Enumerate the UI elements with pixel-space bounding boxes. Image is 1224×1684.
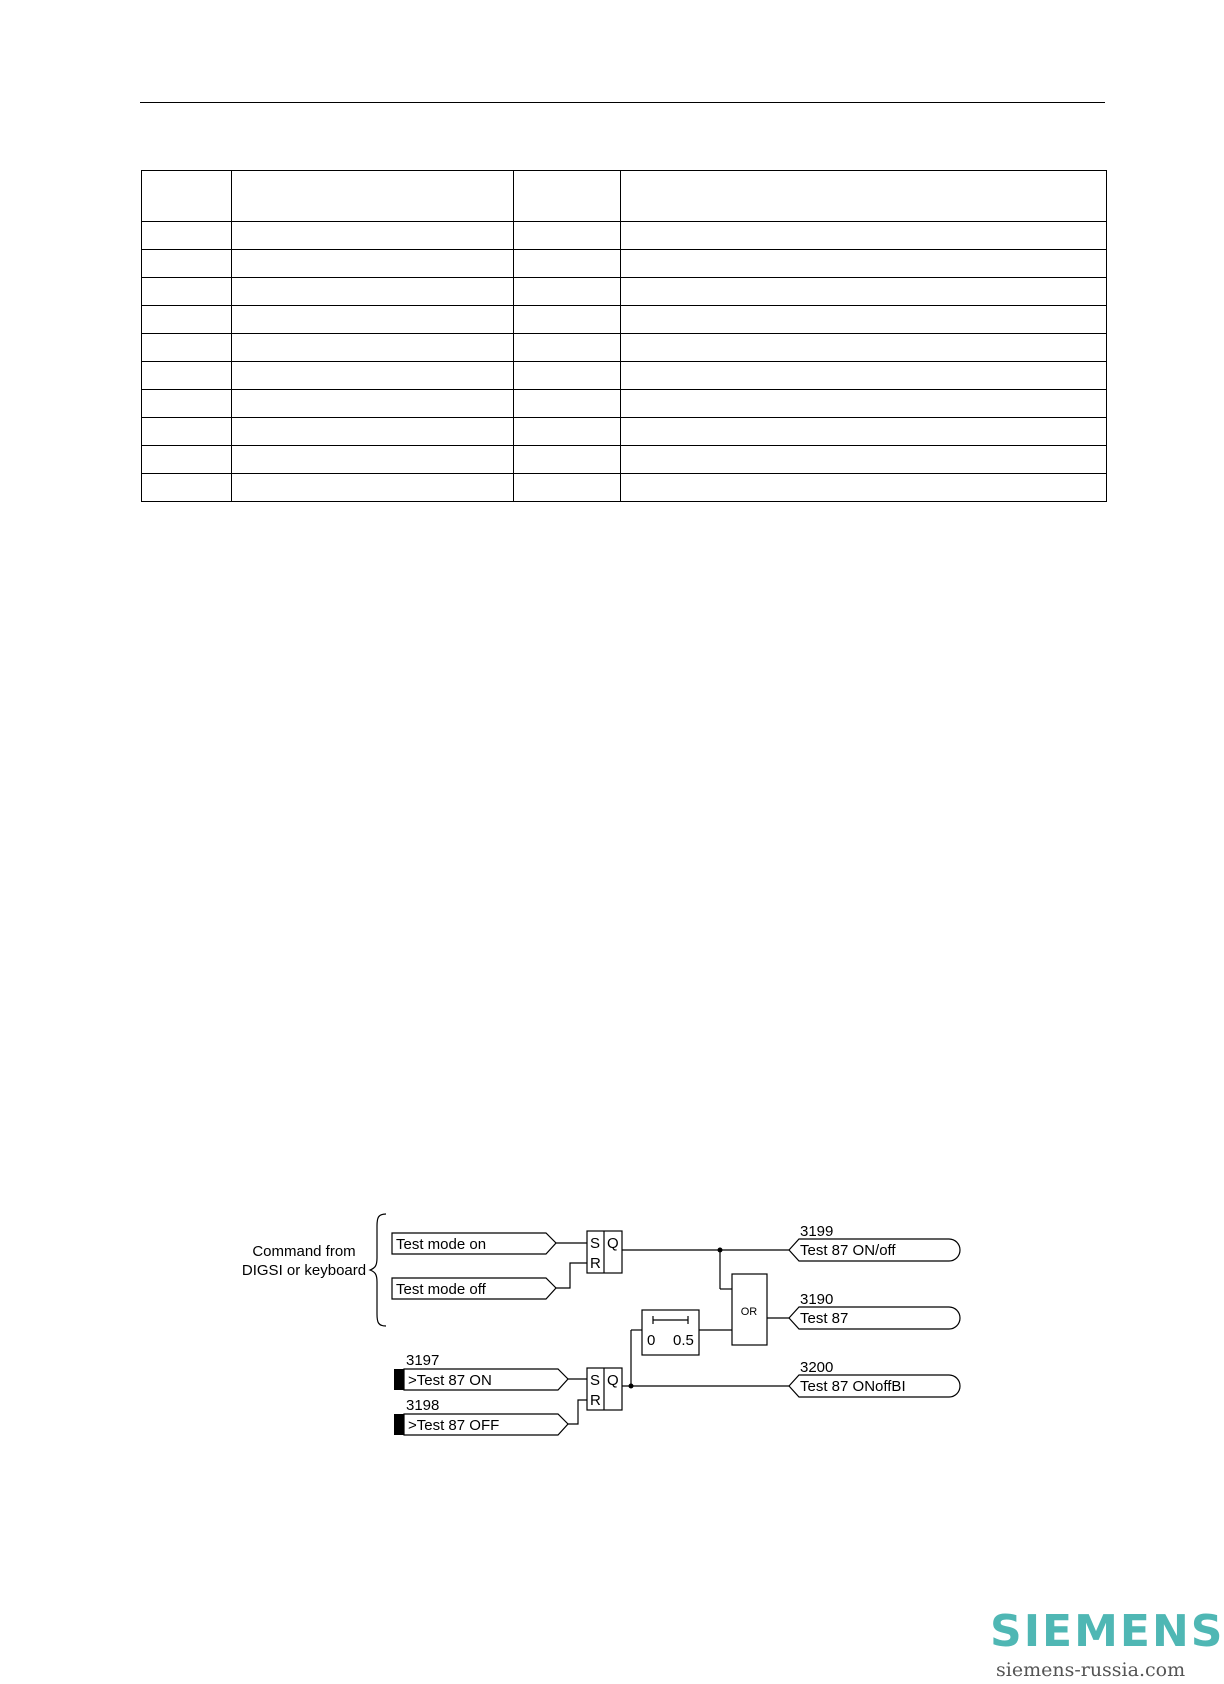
flipflop-2-r: R [590, 1392, 601, 1409]
junction-dot [718, 1248, 723, 1253]
siemens-logo: SIEMENS [990, 1606, 1224, 1657]
flipflop-2-s: S [590, 1372, 601, 1389]
input-3198-number: 3198 [406, 1397, 440, 1414]
output-3199-label: Test 87 ON/off [800, 1242, 896, 1259]
input-3197-label: >Test 87 ON [408, 1372, 492, 1389]
output-3199-number: 3199 [800, 1223, 834, 1240]
watermark-url: siemens-russia.com [996, 1659, 1186, 1681]
flipflop-1-s: S [590, 1235, 601, 1252]
command-brace [370, 1214, 386, 1326]
input-test-mode-on-label: Test mode on [396, 1236, 487, 1253]
flipflop-2-q: Q [607, 1372, 619, 1389]
junction-dot [629, 1384, 634, 1389]
input-3197-number: 3197 [406, 1352, 440, 1369]
output-3190-label: Test 87 [800, 1310, 849, 1327]
binary-input-marker [394, 1414, 404, 1435]
timer-start: 0 [647, 1332, 656, 1349]
input-test-mode-off-label: Test mode off [396, 1281, 486, 1298]
output-3200-number: 3200 [800, 1359, 834, 1376]
output-3190-number: 3190 [800, 1291, 834, 1308]
flipflop-1-q: Q [607, 1235, 619, 1252]
binary-input-marker [394, 1369, 404, 1390]
command-label-line2: DIGSI or keyboard [241, 1262, 367, 1279]
or-gate-label: OR [740, 1306, 758, 1318]
command-label-line1: Command from [252, 1243, 356, 1260]
input-3198-label: >Test 87 OFF [408, 1417, 500, 1434]
timer-end: 0.5 [673, 1332, 694, 1349]
flipflop-1-r: R [590, 1255, 601, 1272]
output-3200-label: Test 87 ONoffBI [800, 1378, 906, 1395]
